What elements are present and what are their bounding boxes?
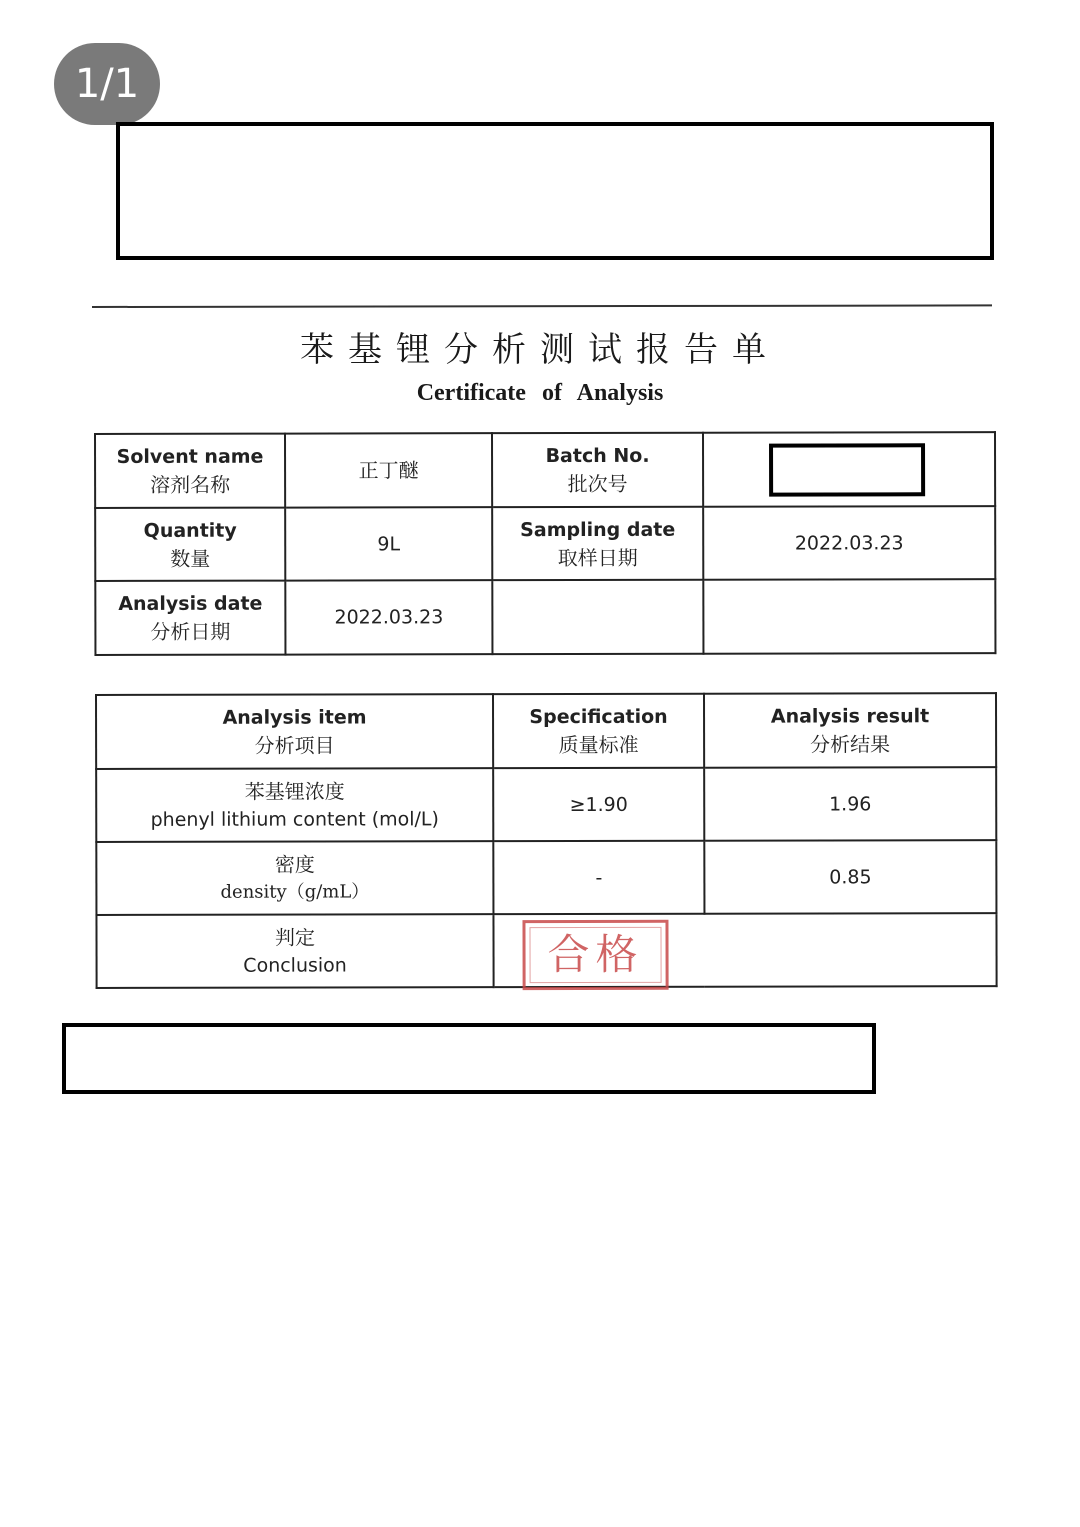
item-name-cn: 密度 xyxy=(274,852,315,877)
batch-no-label-en: Batch No. xyxy=(545,444,650,468)
spec-cell xyxy=(493,841,704,914)
conclusion-label xyxy=(96,914,493,988)
item-name-cn: 苯基锂浓度 xyxy=(244,778,345,804)
solvent-name-label-cn: 溶剂名称 xyxy=(150,472,231,497)
header-result-en: Analysis result xyxy=(770,705,930,728)
batch-no-label xyxy=(492,433,703,507)
header-result-cn: 分析结果 xyxy=(810,732,891,757)
sampling-date-value-text: 2022.03.23 xyxy=(794,531,904,555)
analysis-date-label xyxy=(95,581,285,655)
table-row xyxy=(96,840,996,915)
result-cell xyxy=(704,840,996,914)
analysis-date-value-text: 2022.03.23 xyxy=(334,606,444,629)
pass-stamp xyxy=(522,920,668,990)
result-value: 1.96 xyxy=(829,792,872,815)
info-table xyxy=(94,431,996,656)
header-spec-cn: 质量标准 xyxy=(558,732,639,758)
quantity-value-text: 9L xyxy=(377,532,401,555)
redacted-footer-box xyxy=(62,1023,876,1094)
solvent-name-label xyxy=(95,434,285,508)
sampling-date-label-cn: 取样日期 xyxy=(557,545,638,570)
quantity-label-en: Quantity xyxy=(143,519,237,542)
analysis-item-cell xyxy=(96,768,493,842)
empty-cell xyxy=(703,579,995,654)
conclusion-label-en: Conclusion xyxy=(243,953,347,977)
table-row xyxy=(96,767,996,842)
solvent-name-label-en: Solvent name xyxy=(116,445,264,468)
analysis-date-label-cn: 分析日期 xyxy=(150,619,231,644)
header-divider xyxy=(92,304,992,308)
spec-cell xyxy=(493,768,704,841)
item-name-en: phenyl lithium content (mol/L) xyxy=(150,807,439,831)
result-cell xyxy=(704,767,996,841)
result-value: 0.85 xyxy=(829,865,872,888)
conclusion-row xyxy=(96,913,996,988)
header-item-cn: 分析项目 xyxy=(254,733,335,758)
spec-value: ≥1.90 xyxy=(569,793,628,816)
sampling-date-label-en: Sampling date xyxy=(520,518,676,541)
document-title-cn: 苯基锂分析测试报告单 xyxy=(300,330,780,370)
stamp-text: 合格 xyxy=(547,929,644,980)
spec-value: - xyxy=(595,866,603,889)
header-spec-en: Specification xyxy=(529,705,668,729)
header-item-en: Analysis item xyxy=(222,706,367,729)
analysis-table xyxy=(95,692,998,989)
stamp-border xyxy=(529,927,661,983)
page-indicator: 1/1 xyxy=(54,43,160,125)
document-title-en: Certificate of Analysis xyxy=(416,380,664,406)
redacted-batch-number xyxy=(769,443,925,496)
quantity-value xyxy=(285,507,492,580)
header-analysis-result xyxy=(704,693,996,768)
redacted-header-box xyxy=(116,122,994,260)
sampling-date-value xyxy=(703,506,995,580)
quantity-label xyxy=(95,508,285,581)
sampling-date-label xyxy=(492,507,703,580)
conclusion-label-cn: 判定 xyxy=(274,925,316,950)
batch-no-label-cn: 批次号 xyxy=(567,471,628,497)
conclusion-value xyxy=(493,913,996,987)
analysis-date-label-en: Analysis date xyxy=(118,592,263,615)
solvent-name-value xyxy=(285,433,492,507)
analysis-item-cell xyxy=(96,841,493,915)
empty-cell xyxy=(492,580,703,654)
quantity-label-cn: 数量 xyxy=(170,546,211,571)
item-name-en: density（g/mL） xyxy=(220,880,370,903)
batch-no-value xyxy=(703,432,995,507)
header-analysis-item xyxy=(96,694,493,769)
solvent-value: 正丁醚 xyxy=(358,457,419,482)
header-specification xyxy=(493,694,704,768)
analysis-date-value xyxy=(285,580,492,654)
